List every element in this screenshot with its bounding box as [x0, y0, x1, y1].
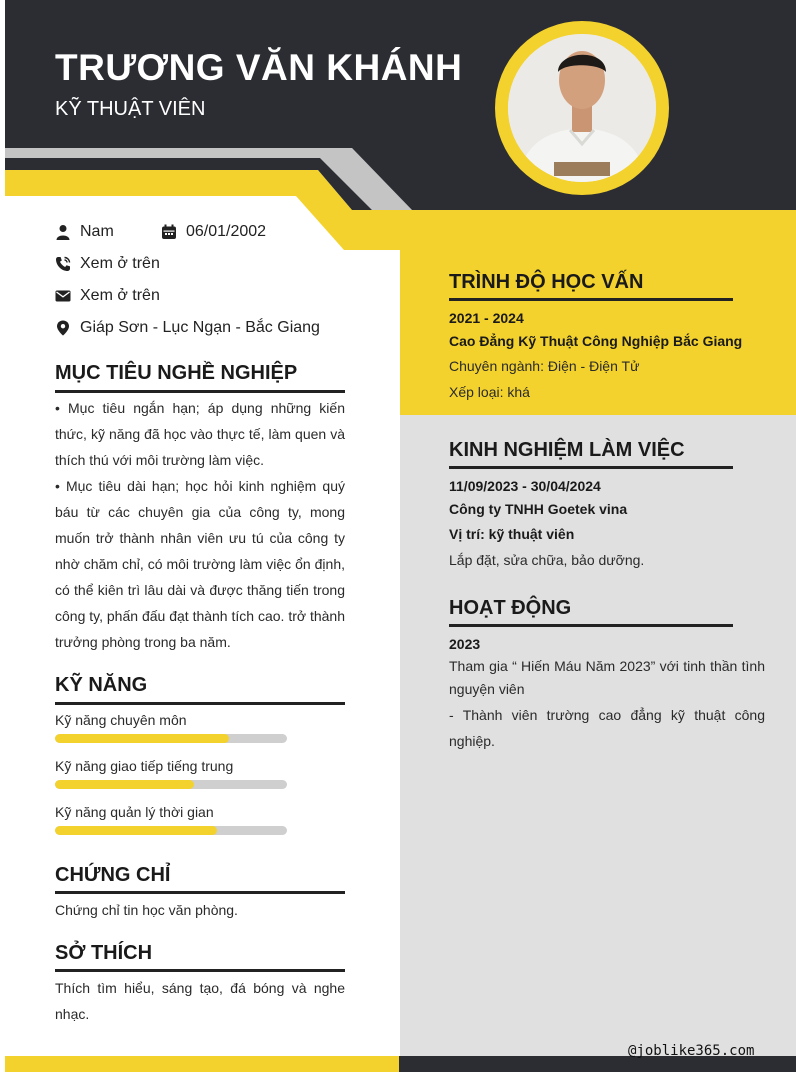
location-pin-icon [55, 320, 71, 336]
address-row [55, 319, 320, 337]
skill-bar-track [55, 780, 287, 789]
certificates-divider [55, 891, 345, 894]
education-school: Cao Đẳng Kỹ Thuật Công Nghiệp Bắc Giang [449, 333, 743, 349]
skills-title: KỸ NĂNG [55, 674, 148, 696]
birthday-row [161, 223, 266, 241]
activities-divider [449, 624, 733, 627]
activities-item: - Thành viên trường cao đẳng kỹ thuật công nghiệp. [449, 707, 765, 749]
education-major: Chuyên ngành: Điện - Điện Tử [449, 358, 640, 374]
phone-row [55, 255, 160, 273]
education-divider [449, 298, 733, 301]
skill-bar-fill [55, 780, 194, 789]
candidate-role: KỸ THUẬT VIÊN [55, 98, 206, 120]
header-background [0, 0, 796, 260]
gender-row [55, 223, 114, 241]
certificates-title: CHỨNG CHỈ [55, 864, 171, 886]
skill-bar-track [55, 826, 287, 835]
education-title: TRÌNH ĐỘ HỌC VẤN [449, 271, 644, 293]
address-value: Giáp Sơn - Lục Ngạn - Bắc Giang [80, 319, 320, 336]
skill-bar-fill [55, 826, 217, 835]
experience-position: Vị trí: kỹ thuật viên [449, 526, 575, 542]
calendar-icon [161, 224, 177, 240]
activities-title: HOẠT ĐỘNG [449, 597, 572, 619]
user-icon [55, 224, 71, 240]
phone-icon [55, 256, 71, 272]
objective-divider [55, 390, 345, 393]
watermark: @joblike365.com [628, 1043, 755, 1059]
experience-company: Công ty TNHH Goetek vina [449, 501, 628, 517]
envelope-icon [55, 288, 71, 304]
email-row [55, 287, 160, 305]
birthday-value: 06/01/2002 [186, 223, 267, 240]
gender-value: Nam [80, 223, 114, 240]
objective-long-term: • Mục tiêu dài hạn; học hỏi kinh nghiệm quý báu từ các chuyên gia của công ty, mong muốn trở thành nhân viên ưu tú của công ty nhờ chăm chỉ, có môi trường làm việc ổn định, có thể kiên trì lâu dài và được thăng tiến trong công ty, phấn đấu đạt thành tích cao. trở thành trưởng phòng trong ba năm. [55, 478, 345, 650]
email-value: Xem ở trên [80, 287, 160, 304]
hobbies-divider [55, 969, 345, 972]
activities-item: Tham gia “ Hiến Máu Năm 2023” với tinh thần tình nguyện viên [449, 658, 765, 697]
skill-label: Kỹ năng quản lý thời gian [55, 804, 214, 820]
person-photo-icon [508, 34, 656, 182]
activities-year: 2023 [449, 636, 481, 652]
hobbies-text: Thích tìm hiểu, sáng tạo, đá bóng và nghe nhạc. [55, 980, 345, 1022]
skill-label: Kỹ năng giao tiếp tiếng trung [55, 758, 234, 774]
hobbies-title: SỞ THÍCH [55, 942, 153, 964]
footer-yellow-bar [5, 1056, 399, 1072]
phone-value: Xem ở trên [80, 255, 160, 272]
experience-divider [449, 466, 733, 469]
experience-period: 11/09/2023 - 30/04/2024 [449, 478, 601, 494]
skills-divider [55, 702, 345, 705]
experience-description: Lắp đặt, sửa chữa, bảo dưỡng. [449, 552, 645, 568]
certificates-text: Chứng chỉ tin học văn phòng. [55, 902, 238, 918]
avatar [508, 34, 656, 182]
skill-bar-fill [55, 734, 229, 743]
education-period: 2021 - 2024 [449, 310, 524, 326]
skill-bar-track [55, 734, 287, 743]
education-rank: Xếp loại: khá [449, 384, 530, 400]
objective-short-term: • Mục tiêu ngắn hạn; áp dụng những kiến thức, kỹ năng đã học vào thực tế, làm quen và thích thú với môi trường làm việc. [55, 400, 345, 468]
skill-label: Kỹ năng chuyên môn [55, 712, 187, 728]
objective-title: MỤC TIÊU NGHỀ NGHIỆP [55, 362, 298, 384]
experience-title: KINH NGHIỆM LÀM VIỆC [449, 439, 685, 461]
candidate-name: TRƯƠNG VĂN KHÁNH [55, 47, 463, 88]
